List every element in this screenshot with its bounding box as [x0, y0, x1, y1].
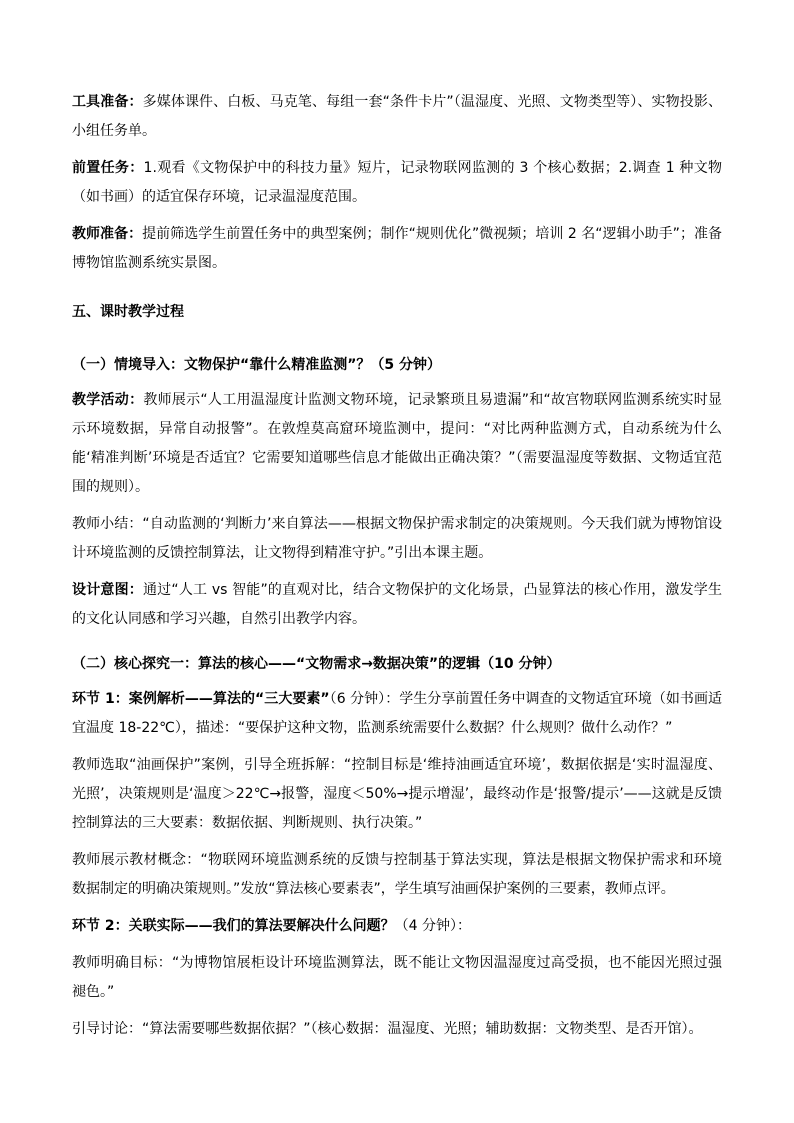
activity-label: 教学活动： [72, 392, 144, 408]
activity-text: 教师展示“人工用温湿度计监测文物环境，记录繁琐且易遗漏”和“故宫物联网监测系统实时显示环境数据，异常自动报警”。在敦煌莫高窟环境监测中，提问：“对比两种监测方式，自动系统为什么能‘精准判断’环境是否适宜？它需要知道哪些信息才能做出正确决策？”（需要温湿度等数据、文物适宜范围的规则）。 [72, 392, 723, 495]
teacher-prep-label: 教师准备： [72, 226, 143, 242]
discuss-paragraph: 引导讨论：“算法需要哪些数据依据？”（核心数据：温湿度、光照；辅助数据：文物类型、是否开馆）。 [72, 1021, 703, 1037]
part2-heading: （二）核心探究一：算法的核心——“文物需求→数据决策”的逻辑（10 分钟） [72, 656, 561, 672]
teacher-prep-text: 提前筛选学生前置任务中的典型案例；制作“规则优化”微视频；培训 2 名“逻辑小助手”；准备博物馆监测系统实景图。 [72, 226, 722, 271]
step2-label: 环节 2：关联实际——我们的算法要解决什么问题？ [72, 918, 395, 934]
step1-paragraph [72, 685, 722, 743]
tools-label: 工具准备： [72, 94, 143, 110]
pre-task-label: 前置任务： [72, 160, 144, 176]
step2-text: （4 分钟）： [394, 918, 471, 934]
concept-paragraph: 教师展示教材概念：“物联网环境监测系统的反馈与控制基于算法实现，算法是根据文物保护需求和环境数据制定的明确决策规则。”发放“算法核心要素表”，学生填写油画保护案例的三要素，教师点评。 [72, 852, 722, 897]
pre-task-text: 1.观看《文物保护中的科技力量》短片，记录物联网监测的 3 个核心数据；2.调查 1 种文物（如书画）的适宜保存环境，记录温湿度范围。 [72, 160, 723, 205]
activity-paragraph [72, 386, 722, 502]
section-heading: 五、课时教学过程 [72, 304, 184, 320]
teacher-prep-paragraph [72, 220, 722, 278]
intent-text: 通过“人工 vs 智能”的直观对比，结合文物保护的文化场景，凸显算法的核心作用，激发学生的文化认同感和学习兴趣，自然引出教学内容。 [72, 582, 723, 627]
case-paragraph: 教师选取“油画保护”案例，引导全班拆解：“控制目标是‘维持油画适宜环境’，数据依据是‘实时温湿度、光照’，决策规则是‘温度＞22℃→报警，湿度＜50%→提示增湿’，最终动作是‘报警/提示’——这就是反馈控制算法的三大要素：数据依据、判断规则、执行决策。” [72, 757, 722, 831]
tools-paragraph [72, 88, 722, 146]
step2-paragraph [72, 912, 722, 941]
part1-heading: （一）情境导入：文物保护“靠什么精准监测”？（5 分钟） [72, 357, 442, 373]
summary-paragraph: 教师小结：“自动监测的‘判断力’来自算法——根据文物保护需求制定的决策规则。今天我们就为博物馆设计环境监测的反馈控制算法，让文物得到精准守护。”引出本课主题。 [72, 516, 722, 561]
tools-text: 多媒体课件、白板、马克笔、每组一套“条件卡片”（温湿度、光照、文物类型等）、实物投影、小组任务单。 [72, 94, 722, 139]
intent-paragraph [72, 576, 722, 634]
goal-paragraph: 教师明确目标：“为博物馆展柜设计环境监测算法，既不能让文物因温湿度过高受损，也不能因光照过强褪色。” [72, 955, 722, 1000]
pre-task-paragraph [72, 154, 722, 212]
document-page [72, 88, 722, 1052]
step1-text: （6 分钟）：学生分享前置任务中调查的文物适宜环境（如书画适宜温度 18-22℃），描述：“要保护这种文物，监测系统需要什么数据？什么规则？做什么动作？” [72, 691, 722, 736]
intent-label: 设计意图： [72, 582, 143, 598]
step1-label: 环节 1：案例解析——算法的“三大要素” [72, 691, 330, 707]
